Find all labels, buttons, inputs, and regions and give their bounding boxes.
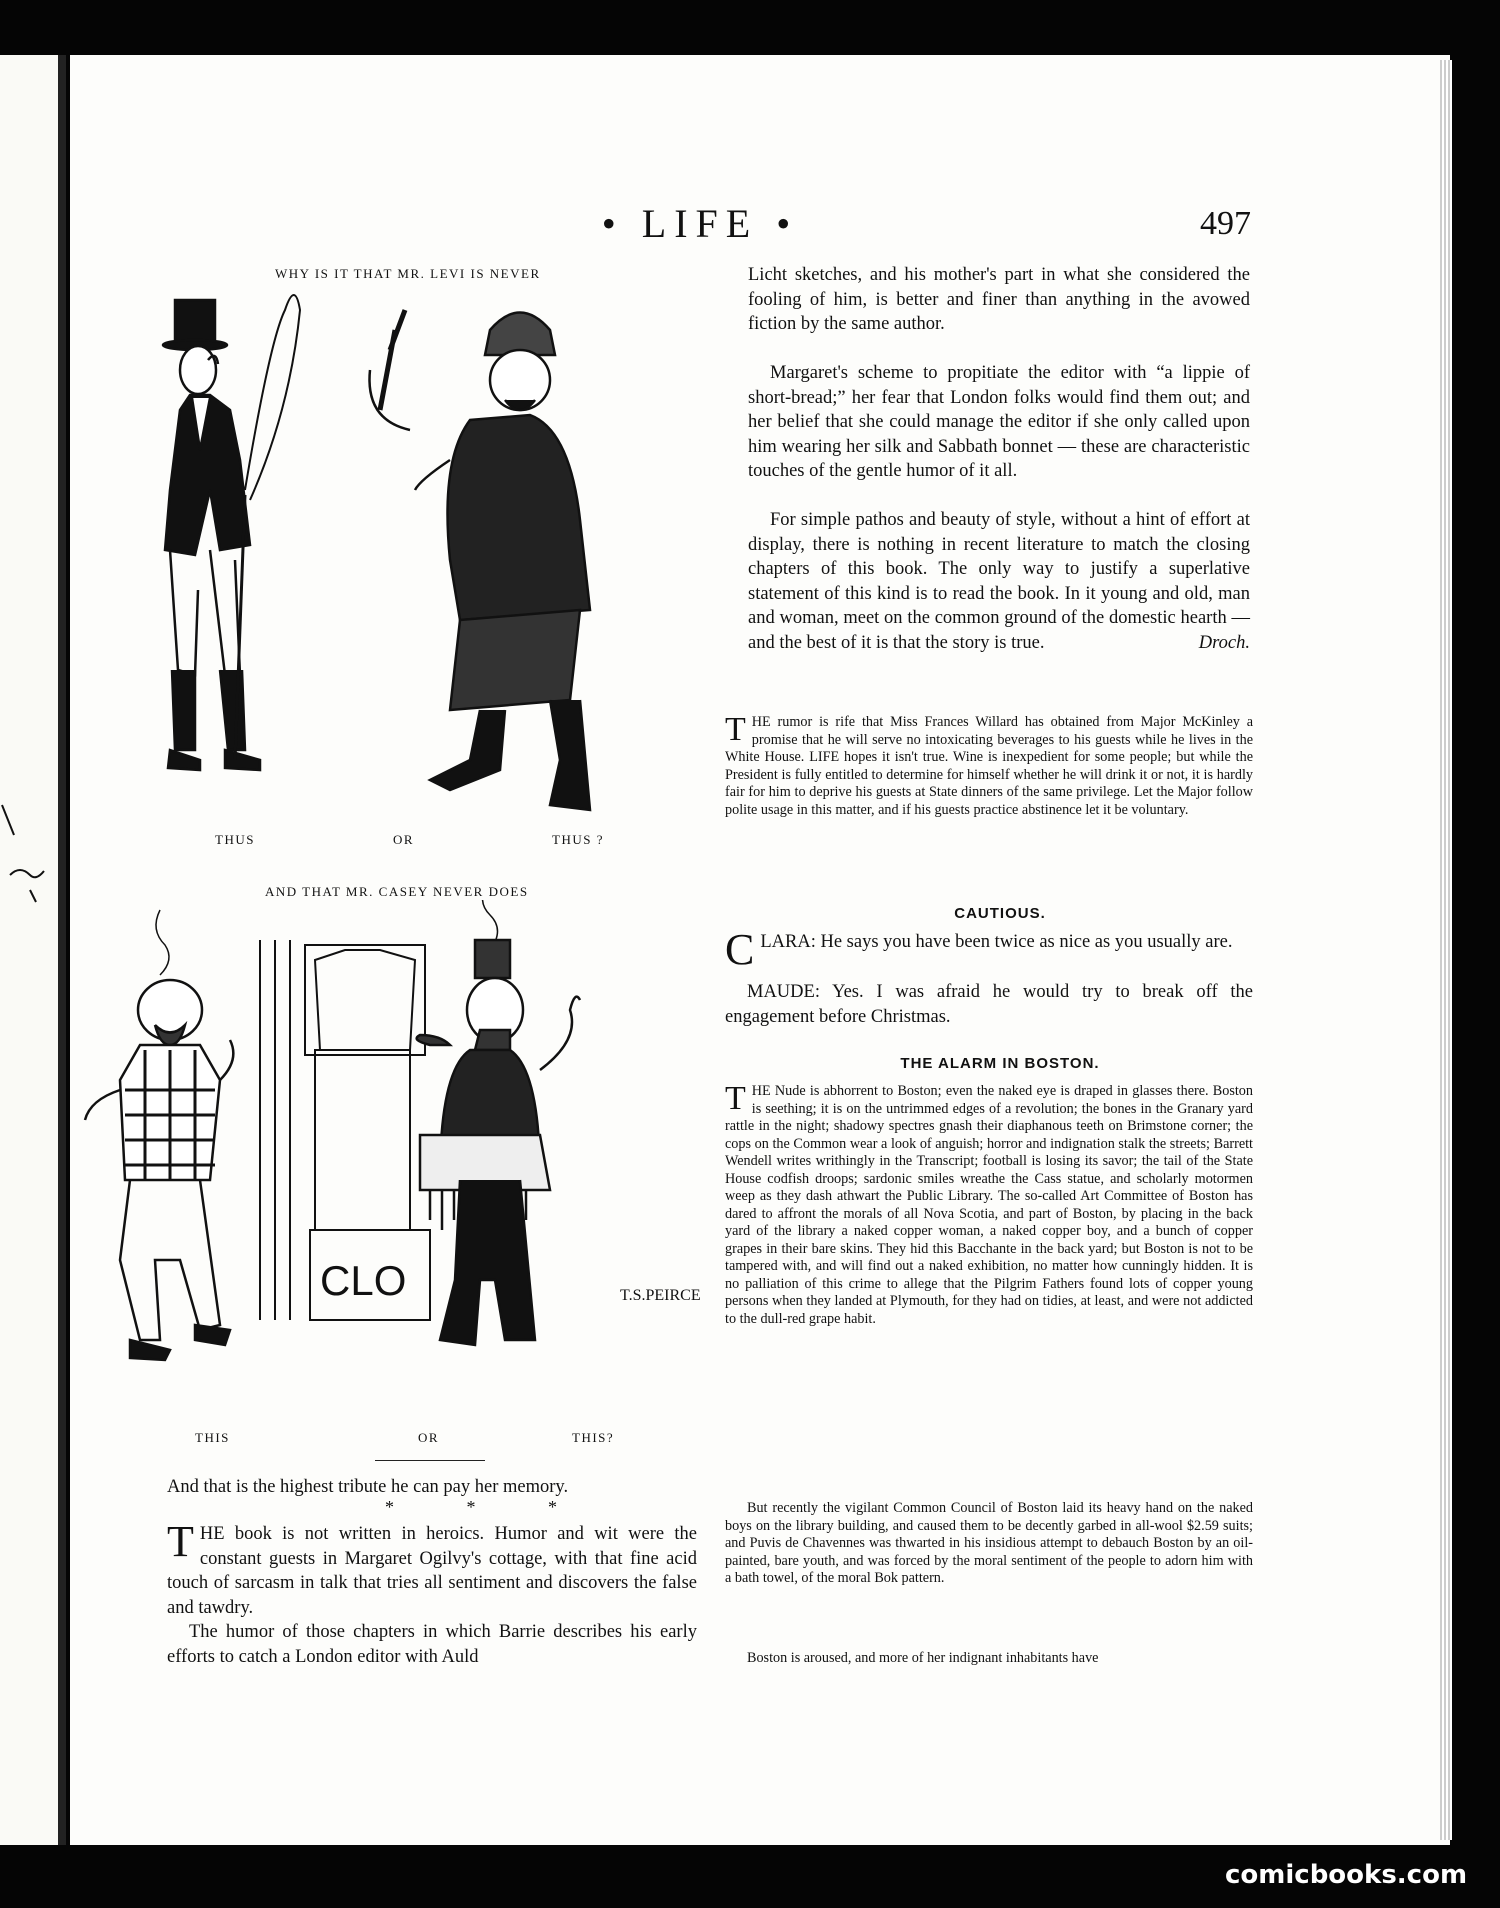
boston-para-1-text: HE Nude is abhorrent to Boston; even the naked eye is draped in glasses there. Boston is seething; it is on the untrimmed edges of a revolution; the bones in the Granary yard rattle in the night; shadowy spectres gnash their diaphanous teeth on Brimstone corner; the cops on the Common wear a look of anguish; horror and indignation stalk the streets; Barrett Wendell writes writhingly in the Transcript; football is losing its savor; the tail of the State House codfish droops; sardonic smiles wreathe the Cass statue, and scholarly motormen weep as they dash athwart the Public Library. The so-called Art Committee of Boston has dared to affront the morals of all Nova Scotia, and part of Boston, by placing in the back yard of the library a naked copper woman, a naked copper boy, and a bunch of copper grapes in their bare skins. They hid this Bacchante in the back yard; but Boston is not to be tampered with, and will find out a naked exhibition, no matter how cunningly hidden. It is no palliation of this crime to allege that the Pilgrim Fathers found lots of copper young persons when they landed at Plymouth, for they had on tidies, at least, and were not addicted to the dull-red grape habit. (725, 1083, 1253, 1327)
maude-speaker: MAUDE: (747, 982, 820, 1002)
maude-text: Yes. I was afraid he would try to break off the engagement before Christmas. (725, 982, 1253, 1027)
cartoon-top-label-right: THUS ? (552, 832, 604, 847)
binding-gutter (58, 55, 66, 1845)
cartoon-bottom-label-mid: OR (418, 1430, 440, 1445)
clara-line (725, 925, 1253, 974)
previous-page-marks (0, 55, 60, 1845)
clara-dropcap: C (725, 925, 755, 974)
clara-text: He says you have been twice as nice as you usually are. (820, 932, 1233, 952)
left-para-1-text: HE book is not written in heroics. Humor and wit were the constant guests in Margaret Ogilvy's cottage, with that fine acid touch of sarcasm in talk that tries all sentiment and discovers the false and tawdry. (167, 1524, 697, 1618)
page-number: 497 (1200, 205, 1251, 242)
cartoon-bottom-label-right: THIS? (572, 1430, 615, 1445)
artist-signature: T.S.PEIRCE (620, 1287, 701, 1304)
droch-signature: Droch. (1198, 632, 1250, 653)
boston-para-2: But recently the vigilant Common Council of Boston laid its heavy hand on the naked boys on the library building, and caused them to be decently garbed in all-wool $2.59 suits; and Puvis de Chavennes was thwarted in his insidious attempt to debauch Boston by an oil-painted, bare youth, and was forced by the moral sentiment of the people to adorn him with a bath towel, of the moral Bok pattern. (725, 1500, 1253, 1586)
rumor-dropcap: T (725, 711, 746, 748)
page-edge (1440, 60, 1452, 1840)
rumor-paragraph (725, 711, 1253, 819)
right-para-3-text: For simple pathos and beauty of style, without a hint of effort at display, there is nothing in recent literature to match the closing chapters of this book. The only way to justify a superlative statement of this kind is to read the book. In it young and old, man and woman, meet on the common ground of the domestic hearth — and the best of it is that the story is true. (748, 510, 1250, 653)
left-para-2: The humor of those chapters in which Barrie describes his early efforts to catch a London editor with Auld (167, 1622, 697, 1667)
boston-dropcap: T (725, 1080, 746, 1117)
gentleman-figure (163, 295, 300, 770)
shop-sign-text: CLO (320, 1257, 407, 1304)
tribute-line: And that is the highest tribute he can pay her memory. (167, 1477, 569, 1497)
previous-page-edge (0, 55, 60, 1845)
cartoon-bottom-caption: AND THAT MR. CASEY NEVER DOES (265, 884, 529, 899)
right-para-1: Licht sketches, and his mother's part in what she considered the fooling of him, is better and finer than anything in the avowed fiction by the same author. (748, 265, 1250, 334)
clara-speaker: LARA: (760, 932, 816, 952)
cartoon-top-label-left: THUS (215, 832, 255, 847)
right-para-3 (748, 508, 1250, 655)
cartoon-top-illustration (150, 290, 720, 830)
casey-figure (85, 910, 233, 1360)
section-stars: * * * (385, 1497, 591, 1517)
shop-window (260, 940, 430, 1320)
watermark: comicbooks.com (1225, 1860, 1468, 1890)
boston-para-3: Boston is aroused, and more of her indignant inhabitants have (747, 1650, 1099, 1666)
masthead-title: • LIFE • (601, 201, 799, 246)
maude-line (725, 980, 1253, 1029)
cautious-heading: CAUTIOUS. (954, 905, 1046, 922)
divider-rule (375, 1460, 485, 1461)
left-para-1-dropcap: T (167, 1517, 194, 1566)
boston-para-1 (725, 1080, 1253, 1328)
left-para-1 (167, 1517, 697, 1620)
cartoon-bottom-illustration (80, 900, 740, 1420)
policeman-figure (370, 310, 591, 810)
right-para-2: Margaret's scheme to propitiate the editor with “a lippie of short-bread;” her fear that London folks would find them out; and her belief that she could manage the editor if she only called upon him wearing her silk and Sabbath bonnet — these are characteristic touches of the gentle humor of it all. (748, 363, 1250, 481)
vendor-figure (417, 900, 580, 1345)
cartoon-top-caption: WHY IS IT THAT MR. LEVI IS NEVER (275, 266, 541, 281)
rumor-text: HE rumor is rife that Miss Frances Willard has obtained from Major McKinley a promise that he will serve no intoxicating beverages to his guests while he lives in the White House. LIFE hopes it isn't true. Wine is inexpedient for some people; but while the President is fully entitled to determine for himself whether he will drink it or not, it is hardly fair for him to deprive his guests at State dinners of the same privilege. Let the Major follow polite usage in this matter, and if his guests practice abstinence let it be voluntary. (725, 714, 1253, 818)
cartoon-top-label-mid: OR (393, 832, 415, 847)
boston-heading: THE ALARM IN BOSTON. (900, 1055, 1100, 1072)
cartoon-bottom-label-left: THIS (195, 1430, 230, 1445)
